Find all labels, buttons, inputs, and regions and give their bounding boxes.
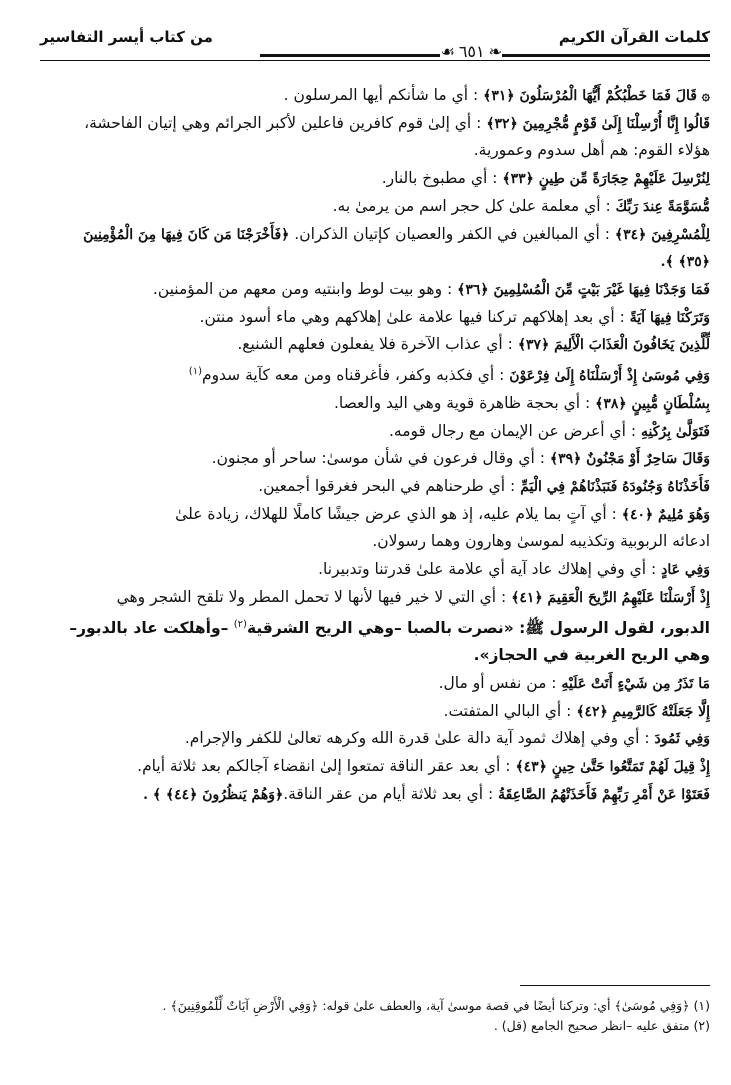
page-body: [42, 82, 710, 809]
text-line: [42, 82, 710, 110]
explanation: ادعائه الربوبية وتكذيبه لموسىٰ وهارون وهما رسولان.: [372, 532, 710, 551]
footnote-marker: (١): [188, 366, 202, 378]
explanation: : أي التي لا خير فيها لأنها لا تحمل المطر ولا تلقح الشجر وهي: [116, 587, 512, 606]
explanation: : أي أعرض عن الإيمان مع رجال قومه.: [388, 421, 642, 440]
footnote-marker: (٢): [233, 618, 247, 630]
quran-phrase: لِّلَّذِينَ يَخَافُونَ الْعَذَابَ الْأَلِيمَ ﴿٣٧﴾: [517, 337, 710, 354]
quran-phrase: وَتَرَكْنَا فِيهَا آيَةً: [629, 309, 710, 326]
quran-phrase: وَقَالَ سَاحِرٌ أَوْ مَجْنُونٌ ﴿٣٩﴾: [549, 451, 710, 468]
quran-phrase: ﴿فَأَخْرَجْنَا مَن كَانَ فِيهَا مِنَ الْمُؤْمِنِينَ: [83, 226, 290, 243]
quran-phrase: إِذْ قِيلَ لَهُمْ تَمَتَّعُوا حَتَّىٰ حِينٍ ﴿٤٣﴾: [515, 759, 710, 776]
footnotes: [42, 996, 710, 1036]
explanation: : من نفس أو مال.: [438, 674, 562, 693]
page-number: ❧ ٦٥١ ☙: [442, 42, 502, 61]
quran-phrase: لِلْمُسْرِفِينَ ﴿٣٤﴾: [614, 226, 710, 243]
explanation: : أي ما شأنكم أيها المرسلون .: [283, 86, 484, 104]
text-line: [42, 193, 710, 221]
text-line: [42, 670, 710, 698]
text-line: [42, 753, 710, 781]
quran-phrase: فَمَا وَجَدْنَا فِيهَا غَيْرَ بَيْتٍ مِّنَ الْمُسْلِمِينَ ﴿٣٦﴾: [457, 281, 710, 298]
quran-phrase: مَا تَذَرُ مِن شَيْءٍ أَتَتْ عَلَيْهِ: [561, 676, 710, 693]
explanation: هؤلاء القوم: هم أهل سدوم وعمورية.: [473, 141, 710, 160]
quran-phrase: وَهُوَ مُلِيمٌ ﴿٤٠﴾: [621, 506, 710, 523]
header-underline: [40, 60, 710, 61]
explanation: : أي بحجة ظاهرة قوية وهي اليد والعصا.: [333, 393, 596, 412]
quran-phrase: مُّسَوَّمَةً عِندَ رَبِّكَ: [615, 198, 710, 215]
explanation: : أي وقال فرعون في شأن موسىٰ: ساحر أو مجنون.: [211, 449, 550, 468]
book-title: كلمات القرآن الكريم: [558, 28, 710, 46]
quran-phrase: وَفِي مُوسَىٰ إِذْ أَرْسَلْنَاهُ إِلَىٰ فِرْعَوْنَ: [509, 368, 710, 385]
text-line: [42, 584, 710, 612]
text-line: [42, 418, 710, 446]
footnote: (١) ﴿وَفِي مُوسَىٰ﴾ أي: وتركنا أيضًا في قصة موسىٰ آية، والعطف علىٰ قوله: ﴿وَفِي الْأَرْضِ آيَاتٌ لِّلْمُوقِنِينَ﴾ .: [162, 998, 710, 1013]
explanation: وهي الريح الغربية في الحجاز».: [473, 646, 710, 665]
text-line: [42, 698, 710, 726]
text-line: [42, 612, 710, 643]
text-line: [42, 331, 710, 359]
quran-phrase: وَفِي عَادٍ: [661, 562, 710, 579]
quran-phrase: فَعَتَوْا عَنْ أَمْرِ رَبِّهِمْ فَأَخَذَتْهُمُ الصَّاعِقَةُ: [498, 786, 710, 803]
text-line: [42, 248, 710, 276]
quran-phrase: إِلَّا جَعَلَتْهُ كَالرَّمِيمِ ﴿٤٢﴾: [576, 703, 710, 720]
quran-phrase: بِسُلْطَانٍ مُّبِينٍ ﴿٣٨﴾: [595, 395, 710, 412]
quran-phrase: فَتَوَلَّىٰ بِرُكْنِهِ: [641, 423, 710, 440]
explanation: الدبور، لقول الرسول ﷺ: «نصرت بالصبا –وهي الريح الشرقية: [246, 618, 710, 637]
explanation: : أي فكذبه وكفر، فأغرقناه ومن معه كآية سدوم: [201, 366, 510, 385]
text-line: [42, 137, 710, 165]
footnote: (٢) متفق عليه –انظر صحيح الجامع (قل) .: [493, 1018, 710, 1033]
page-header: [40, 14, 710, 60]
explanation: : أي إلىٰ قوم كافرين فاعلين لأكبر الجرائم وهي إتيان الفاحشة،: [84, 113, 487, 132]
explanation: : أي آتٍ بما يلام عليه، إذ هو الذي عرض جيشًا كاملًا للهلاك، زيادة علىٰ: [175, 504, 622, 523]
explanation: : أي المبالغين في الكفر والعصيان كإتيان الذكران.: [289, 224, 615, 243]
explanation: : أي وفي إهلاك عاد آية أي علامة علىٰ قدرتنا وتدبيرنا.: [318, 560, 662, 579]
text-line: [42, 501, 710, 529]
header-rule-right: [502, 54, 710, 57]
explanation: : أي البالي المتفتت.: [443, 701, 577, 720]
explanation: : أي عذاب الآخرة فلا يفعلون فعلهم الشنيع.: [237, 335, 518, 354]
source-title: من كتاب أيسر التفاسير: [40, 28, 213, 46]
text-line: [42, 304, 710, 332]
text-line: [42, 725, 710, 753]
text-line: [42, 781, 710, 809]
quran-phrase: فَأَخَذْنَاهُ وَجُنُودَهُ فَنَبَذْنَاهُمْ فِي الْيَمِّ: [520, 479, 710, 495]
explanation: : أي مطبوخ بالنار.: [381, 169, 503, 188]
quran-phrase: ﴿وَهُمْ يَنظُرُونَ ﴿٤٤﴾ ﴾ .: [143, 786, 284, 803]
quran-phrase: قَالُوا إِنَّا أُرْسِلْنَا إِلَىٰ قَوْمٍ مُّجْرِمِينَ ﴿٣٢﴾: [486, 115, 710, 132]
explanation: : أي وفي إهلاك ثمود آية دالة علىٰ قدرة الله وكرهه تعالىٰ للكفر والإجرام.: [184, 729, 655, 748]
quran-phrase: ۞ قَالَ فَمَا خَطْبُكُمْ أَيُّهَا الْمُرْسَلُونَ ﴿٣١﴾: [483, 88, 710, 104]
footnote-divider: [520, 985, 710, 986]
explanation: : أي بعد عقر الناقة تمتعوا إلىٰ انقضاء آجالكم بعد ثلاثة أيام.: [137, 757, 516, 776]
quran-phrase: ﴿٣٥﴾ ﴾.: [660, 254, 710, 271]
text-line: [42, 276, 710, 304]
explanation: : أي معلمة علىٰ كل حجر اسم من يرمىٰ به.: [332, 196, 616, 215]
text-line: [42, 445, 710, 473]
text-line: [42, 556, 710, 584]
header-rule-left: [260, 54, 440, 57]
explanation: –وأهلكت عاد بالدبور–: [69, 618, 234, 637]
text-line: [42, 642, 710, 670]
text-line: [42, 110, 710, 138]
text-line: [42, 390, 710, 418]
quran-phrase: وَفِي ثَمُودَ: [654, 731, 710, 748]
quran-phrase: إِذْ أَرْسَلْنَا عَلَيْهِمُ الرِّيحَ الْعَقِيمَ ﴿٤١﴾: [511, 589, 710, 606]
explanation: : أي بعد ثلاثة أيام من عقر الناقة.: [283, 784, 499, 803]
text-line: [42, 221, 710, 249]
quran-phrase: لِنُرْسِلَ عَلَيْهِمْ حِجَارَةً مِّن طِينٍ ﴿٣٣﴾: [502, 171, 710, 188]
text-line: [42, 528, 710, 556]
text-line: [42, 473, 710, 501]
explanation: : وهو بيت لوط وابنتيه ومن معهم من المؤمنين.: [152, 279, 458, 298]
text-line: [42, 165, 710, 193]
text-line: [42, 359, 710, 390]
explanation: : أي بعد إهلاكهم تركنا فيها علامة علىٰ إهلاكهم وهي ماء أسود منتن.: [199, 307, 630, 326]
explanation: : أي طرحناهم في البحر فغرقوا أجمعين.: [258, 477, 521, 495]
